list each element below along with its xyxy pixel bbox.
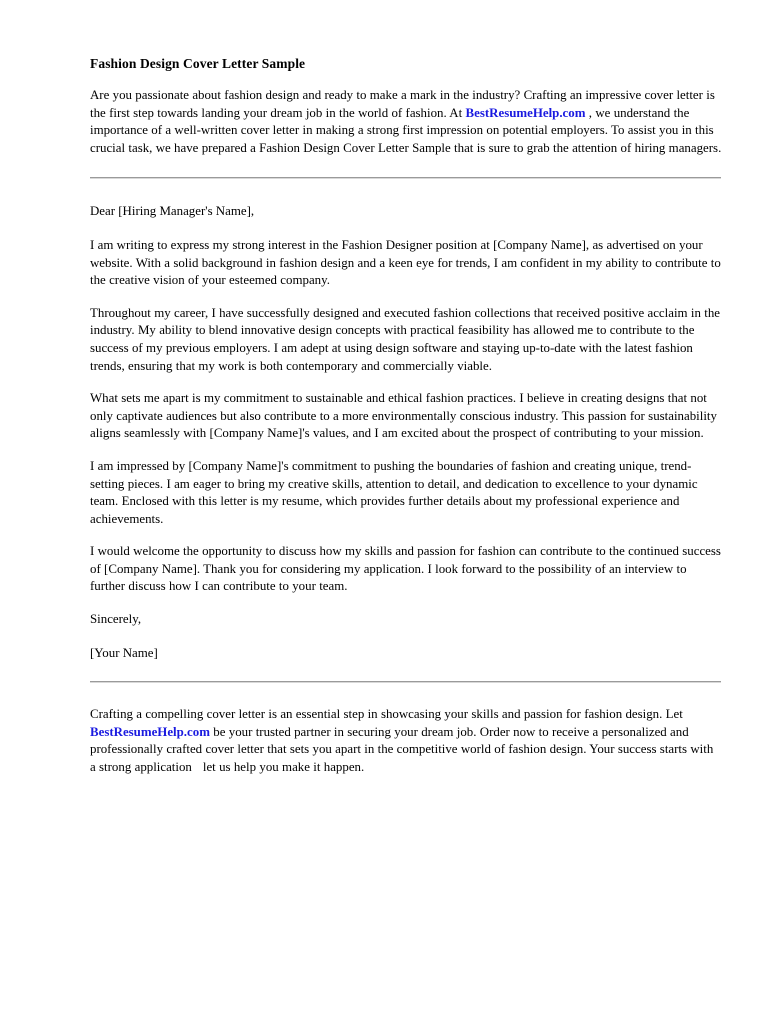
letter-salutation: Dear [Hiring Manager's Name], bbox=[90, 204, 255, 219]
footer-text-before-link: Crafting a compelling cover letter is an essential step in showcasing your skills and passion for fashion design. Let bbox=[90, 707, 683, 722]
intro-text-after-link: , we understand the importance of a well-written cover letter in making a strong first impression on potential employers. To assist you in this crucial task, we have prepared a Fashion Design Cover Letter Sample that is sure to grab the attention of hiring managers. bbox=[90, 105, 722, 155]
brand-link-intro[interactable]: BestResumeHelp.com bbox=[465, 105, 586, 120]
letter-paragraph-4: I am impressed by [Company Name]'s commitment to pushing the boundaries of fashion and creating unique, trend-setting pieces. I am eager to bring my creative skills, attention to detail, and dedication to excellence to your dynamic team. Enclosed with this letter is my resume, which provides further details about my professional experience and achievements. bbox=[90, 458, 698, 526]
intro-paragraph bbox=[90, 87, 722, 157]
document-content bbox=[90, 55, 722, 792]
footer-text-after-link: be your trusted partner in securing your dream job. Order now to receive a personalized and professionally crafted cover letter that sets you apart in the competitive world of fashion design. Your success starts with a strong application bbox=[90, 724, 714, 775]
divider-top bbox=[90, 177, 721, 179]
letter-paragraph-5: I would welcome the opportunity to discuss how my skills and passion for fashion can contribute to the continued success of [Company Name]. Thank you for considering my application. I look forward to the possibility of an interview to further discuss how I can contribute to your team. bbox=[90, 544, 721, 594]
letter-paragraph-1: I am writing to express my strong interest in the Fashion Designer position at [Company Name], as advertised on your website. With a solid background in fashion design and a keen eye for trends, I am confident in my ability to contribute to the creative vision of your esteemed company. bbox=[90, 237, 721, 288]
brand-link-footer[interactable]: BestResumeHelp.com bbox=[90, 724, 210, 739]
page-title: Fashion Design Cover Letter Sample bbox=[90, 56, 306, 71]
intro-text-before-link: Are you passionate about fashion design and ready to make a mark in the industry? Crafting an impressive cover letter is the first step towards landing your dream job in the world of fashion. At bbox=[90, 88, 715, 120]
footer-paragraph bbox=[90, 706, 722, 776]
letter-paragraph-3: What sets me apart is my commitment to sustainable and ethical fashion practices. I believe in creating designs that not only captivate audiences but also contribute to a more environmentally conscious industry. This passion for sustainability aligns seamlessly with [Company Name]'s values, and I am excited about the prospect of contributing to your mission. bbox=[90, 391, 717, 441]
footer-text-tail: let us help you make it happen. bbox=[202, 760, 365, 775]
letter-signature: [Your Name] bbox=[90, 645, 158, 660]
divider-bottom bbox=[90, 681, 721, 683]
letter-closing: Sincerely, bbox=[90, 612, 142, 627]
letter-paragraph-2: Throughout my career, I have successfully designed and executed fashion collections that received positive acclaim in the industry. My ability to blend innovative design concepts with practical feasibility has allowed me to contribute to the success of my previous employers. I am adept at using design software and staying up-to-date with the latest fashion trends, ensuring that my work is both contemporary and commercially viable. bbox=[90, 305, 720, 373]
